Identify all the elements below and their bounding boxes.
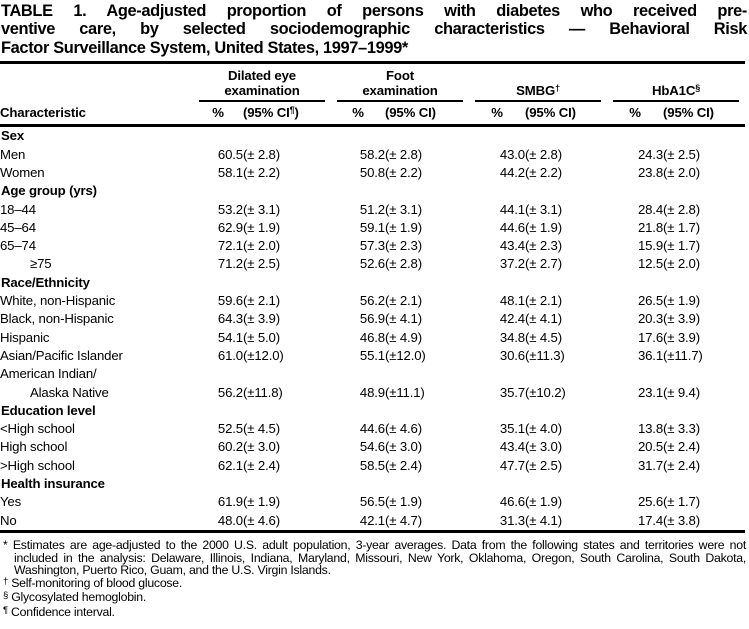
ci-header-hba1c: (95% CI)	[663, 102, 745, 126]
pct-header-hba1c: %	[607, 102, 663, 126]
ci-header-dilated-eye: (95% CI¶)	[243, 102, 331, 126]
cell-ci: (± 1.7)	[663, 238, 700, 254]
cell-pct: 48.1	[499, 293, 525, 309]
cell-ci: (±11.3)	[525, 347, 565, 363]
cell-ci: (± 1.9)	[385, 494, 422, 510]
cell-pct: 61.9	[217, 494, 243, 510]
cell-ci: (± 9.4)	[663, 384, 700, 400]
cell-ci: (± 3.9)	[663, 311, 700, 327]
section-label: Education level	[1, 402, 96, 418]
table-row	[0, 512, 745, 532]
cell-ci: (± 4.6)	[385, 421, 422, 437]
cell-ci: (± 3.3)	[663, 421, 700, 437]
cell-ci: (±12.0)	[385, 347, 426, 363]
row-label: Alaska Native	[30, 384, 109, 400]
cell-pct: 24.3	[637, 146, 664, 162]
title-line-1: TABLE 1. Age-adjusted proportion of persons with diabetes who received pre-	[1, 2, 747, 20]
cell-pct: 48.9	[359, 384, 385, 400]
cell-ci: (± 3.0)	[385, 439, 422, 455]
cell-pct: 25.6	[637, 494, 664, 510]
cell-pct: 58.2	[359, 146, 385, 162]
cell-pct: 51.2	[359, 201, 385, 217]
cell-pct: 12.5	[637, 256, 664, 272]
cell-pct: 50.8	[359, 165, 385, 180]
cell-pct: 60.5	[217, 146, 243, 162]
table-row	[0, 237, 745, 255]
cell-pct	[331, 365, 385, 383]
section-row	[0, 126, 745, 146]
column-group-row	[0, 63, 745, 103]
cell-ci: (± 2.4)	[385, 457, 422, 473]
cell-ci: (±11.8)	[243, 384, 283, 400]
section-label: Age group (yrs)	[1, 183, 97, 199]
cell-pct: 44.6	[359, 421, 385, 437]
footnote-text: Estimates are age-adjusted to the 2000 U.S. adult population, 3-year averages. Data from the following states and territories were not included in the analysis: Delaware, Illinois, Indiana, Maryland, Missouri, New York, Oklahoma, Oregon, South Carolina, South Dakota, Washington, Puerto Rico, Guam, and the U.S. Virgin Islands.	[12, 538, 746, 578]
table-row	[0, 146, 745, 164]
cell-pct: 43.4	[499, 238, 525, 254]
cell-pct: 58.1	[217, 165, 243, 180]
cell-ci: (± 2.0)	[663, 165, 700, 180]
row-label: 45–64	[0, 219, 36, 235]
row-label: Yes	[0, 494, 22, 510]
group-label-smbg: SMBG†	[475, 84, 601, 103]
cell-pct: 21.8	[637, 219, 664, 235]
cell-ci: (± 2.8)	[663, 201, 700, 217]
section-label: Sex	[1, 128, 25, 144]
cell-ci: (± 2.1)	[525, 293, 562, 309]
cell-pct: 46.8	[359, 329, 385, 345]
cell-pct: 44.6	[499, 219, 525, 235]
cell-pct: 15.9	[637, 238, 664, 254]
cell-ci: (± 1.9)	[385, 219, 422, 235]
cell-ci: (±11.1)	[385, 384, 425, 400]
footnote-marker: ¶	[3, 604, 8, 616]
table-title	[0, 0, 749, 60]
cell-pct: 53.2	[217, 201, 243, 217]
cell-pct: 64.3	[217, 311, 243, 327]
row-label: Women	[0, 165, 45, 180]
cell-ci: (± 2.8)	[385, 146, 422, 162]
row-label: Men	[0, 146, 26, 162]
cell-ci: (± 2.2)	[243, 165, 280, 180]
cell-ci: (± 4.7)	[385, 512, 469, 532]
row-label: ≥75	[30, 256, 52, 272]
cell-ci: (± 3.9)	[243, 311, 280, 327]
cell-ci	[385, 365, 469, 383]
cell-pct: 71.2	[217, 256, 243, 272]
column-header-row	[0, 102, 745, 126]
cell-ci: (± 4.0)	[525, 421, 562, 437]
table-row	[0, 457, 745, 475]
cell-ci: (±10.2)	[525, 384, 566, 400]
cell-ci: (± 2.3)	[385, 238, 422, 254]
cell-pct: 52.6	[359, 256, 385, 272]
cell-ci: (± 4.1)	[385, 311, 422, 327]
cell-ci: (± 2.8)	[385, 256, 422, 272]
cell-ci: (± 2.5)	[243, 256, 280, 272]
title-line-2: ventive care, by selected sociodemographic characteristics — Behavioral Risk	[1, 20, 747, 39]
cell-pct: 26.5	[637, 293, 664, 309]
cell-pct: 55.1	[359, 347, 385, 363]
table-row	[0, 292, 745, 310]
cell-pct: 62.1	[217, 457, 243, 473]
cell-pct	[469, 365, 525, 383]
cell-pct: 34.8	[499, 329, 525, 345]
table-row	[0, 329, 745, 347]
cell-pct: 72.1	[217, 238, 243, 254]
cell-ci: (± 2.1)	[385, 293, 422, 309]
cell-pct: 17.6	[637, 329, 664, 345]
cell-ci: (± 2.4)	[663, 457, 700, 473]
footnotes	[0, 533, 749, 620]
ci-header-foot-exam: (95% CI)	[385, 102, 469, 126]
cell-ci: (± 3.1)	[385, 201, 422, 217]
table-row	[0, 255, 745, 273]
cell-ci: (± 1.9)	[525, 219, 562, 235]
table-row	[0, 347, 745, 365]
cell-ci: (± 2.0)	[243, 238, 280, 254]
cell-ci: (± 3.9)	[663, 329, 700, 345]
cell-ci: (± 2.4)	[663, 439, 700, 455]
column-group-hba1c	[607, 63, 745, 103]
cell-pct: 31.3	[469, 512, 525, 532]
table-row	[0, 420, 745, 438]
group-label-hba1c: HbA1C§	[613, 84, 739, 103]
cell-ci: (± 1.9)	[663, 293, 700, 309]
cell-ci: (± 5.0)	[243, 329, 280, 345]
table-row	[0, 438, 745, 456]
cell-pct: 35.7	[499, 384, 525, 400]
cell-ci: (±11.7)	[663, 347, 703, 363]
cell-pct	[607, 365, 663, 383]
row-label: White, non-Hispanic	[0, 293, 116, 309]
cell-ci: (± 1.9)	[243, 219, 280, 235]
row-label: >High school	[0, 457, 75, 473]
table-row	[0, 493, 745, 511]
cell-pct: 42.4	[499, 311, 525, 327]
column-group-foot-exam	[331, 63, 469, 103]
row-label: American Indian/	[0, 366, 97, 382]
cell-ci: (± 4.5)	[243, 421, 280, 437]
cell-pct: 43.0	[499, 146, 525, 162]
cell-pct: 20.3	[637, 311, 664, 327]
footnote	[3, 539, 746, 577]
row-label: High school	[0, 439, 68, 455]
cell-pct: 47.7	[499, 457, 525, 473]
footnote	[3, 577, 746, 592]
footnote-marker: †	[3, 575, 9, 587]
cell-ci: (± 2.8)	[243, 146, 280, 162]
row-label: No	[0, 512, 193, 532]
cell-ci: (± 1.7)	[663, 494, 700, 510]
cell-ci: (± 3.0)	[525, 439, 562, 455]
cell-pct: 52.5	[217, 421, 243, 437]
table-row	[0, 219, 745, 237]
cell-pct: 56.2	[359, 293, 385, 309]
section-row	[0, 402, 745, 420]
cell-pct: 37.2	[499, 256, 525, 272]
cell-pct: 28.4	[637, 201, 664, 217]
cell-ci: (± 3.1)	[525, 201, 562, 217]
cell-pct: 13.8	[637, 421, 664, 437]
cell-pct: 54.6	[359, 439, 385, 455]
cell-ci: (± 2.4)	[243, 457, 280, 473]
cell-ci: (± 2.7)	[525, 256, 562, 272]
cell-pct: 57.3	[359, 238, 385, 254]
section-row	[0, 274, 745, 292]
table-row	[0, 310, 745, 328]
row-label: 65–74	[0, 238, 36, 254]
cell-ci: (± 2.2)	[525, 165, 562, 180]
cell-ci: (± 2.5)	[663, 146, 700, 162]
footnote-marker: *	[3, 538, 8, 553]
cell-pct: 62.9	[217, 219, 243, 235]
cell-ci: (± 2.3)	[525, 238, 562, 254]
pct-header-dilated-eye: %	[193, 102, 243, 126]
table-header	[0, 63, 745, 126]
cell-ci: (± 4.6)	[243, 512, 331, 532]
cell-ci: (±12.0)	[243, 347, 284, 363]
characteristic-header: Characteristic	[0, 102, 193, 126]
table-row	[0, 201, 745, 219]
cell-pct: 60.2	[217, 439, 243, 455]
table-row	[0, 365, 745, 383]
cell-pct: 58.5	[359, 457, 385, 473]
char-spacer	[0, 63, 193, 103]
cell-ci: (± 2.2)	[385, 165, 422, 180]
cell-pct: 43.4	[499, 439, 525, 455]
ci-header-smbg: (95% CI)	[525, 102, 607, 126]
footnote-marker: §	[3, 590, 9, 602]
pct-header-foot-exam: %	[331, 102, 385, 126]
cell-ci: (± 2.0)	[663, 256, 700, 272]
footnote-text: Self-monitoring of blood glucose.	[11, 575, 183, 590]
group-label-foot-exam: Foot examination	[337, 69, 463, 102]
column-group-smbg	[469, 63, 607, 103]
cell-pct: 48.0	[193, 512, 243, 532]
cell-pct: 59.6	[217, 293, 243, 309]
cell-ci: (± 1.9)	[525, 494, 562, 510]
pct-header-smbg: %	[469, 102, 525, 126]
row-label: <High school	[0, 421, 75, 437]
cell-pct: 44.2	[499, 165, 525, 180]
row-label: Black, non-Hispanic	[0, 311, 114, 327]
row-label: Asian/Pacific Islander	[0, 347, 123, 363]
cell-pct: 54.1	[217, 329, 243, 345]
cell-ci: (± 1.9)	[243, 494, 280, 510]
cell-pct: 35.1	[499, 421, 525, 437]
table-row	[0, 384, 745, 402]
row-label: Hispanic	[0, 329, 50, 345]
cell-ci: (± 4.5)	[525, 329, 562, 345]
cell-ci: (± 2.8)	[525, 146, 562, 162]
footnote-text: Glycosylated hemoglobin.	[11, 590, 147, 605]
cell-ci: (± 2.5)	[525, 457, 562, 473]
cell-pct: 56.2	[217, 384, 243, 400]
cell-pct: 31.7	[637, 457, 664, 473]
footnote-text: Confidence interval.	[11, 604, 115, 619]
section-label: Health insurance	[1, 476, 105, 492]
cell-pct: 59.1	[359, 219, 385, 235]
cell-ci: (± 3.0)	[243, 439, 280, 455]
cell-ci: (± 4.1)	[525, 311, 562, 327]
cell-ci	[243, 365, 331, 383]
cell-pct: 61.0	[217, 347, 243, 363]
table-row	[0, 164, 745, 182]
cell-pct: 46.6	[499, 494, 525, 510]
section-label: Race/Ethnicity	[1, 274, 90, 290]
cell-pct: 23.8	[637, 165, 664, 180]
cell-pct: 56.9	[359, 311, 385, 327]
cell-ci	[525, 365, 607, 383]
footnote	[3, 606, 746, 621]
section-row	[0, 182, 745, 200]
cell-ci	[663, 365, 745, 383]
cell-ci: (± 4.1)	[525, 512, 607, 532]
cell-pct: 44.1	[499, 201, 525, 217]
preventive-care-table	[0, 61, 745, 533]
cell-pct: 17.4	[607, 512, 663, 532]
cell-pct: 23.1	[637, 384, 664, 400]
cell-ci: (± 3.8)	[663, 512, 745, 532]
cell-ci: (± 4.9)	[385, 329, 422, 345]
cell-pct: 30.6	[499, 347, 525, 363]
table-body	[0, 126, 745, 532]
column-group-dilated-eye	[193, 63, 331, 103]
section-row	[0, 475, 745, 493]
cell-ci: (± 2.1)	[243, 293, 280, 309]
cell-pct: 20.5	[637, 439, 664, 455]
cell-ci: (± 3.1)	[243, 201, 280, 217]
footnote	[3, 591, 746, 606]
group-label-dilated-eye: Dilated eye examination	[199, 69, 325, 102]
cell-pct	[193, 365, 243, 383]
cell-ci: (± 1.7)	[663, 219, 700, 235]
cell-pct: 56.5	[359, 494, 385, 510]
row-label: 18–44	[0, 201, 36, 217]
cell-pct: 42.1	[331, 512, 385, 532]
cell-pct: 36.1	[637, 347, 664, 363]
title-line-3: Factor Surveillance System, United States, 1997–1999*	[1, 38, 408, 57]
